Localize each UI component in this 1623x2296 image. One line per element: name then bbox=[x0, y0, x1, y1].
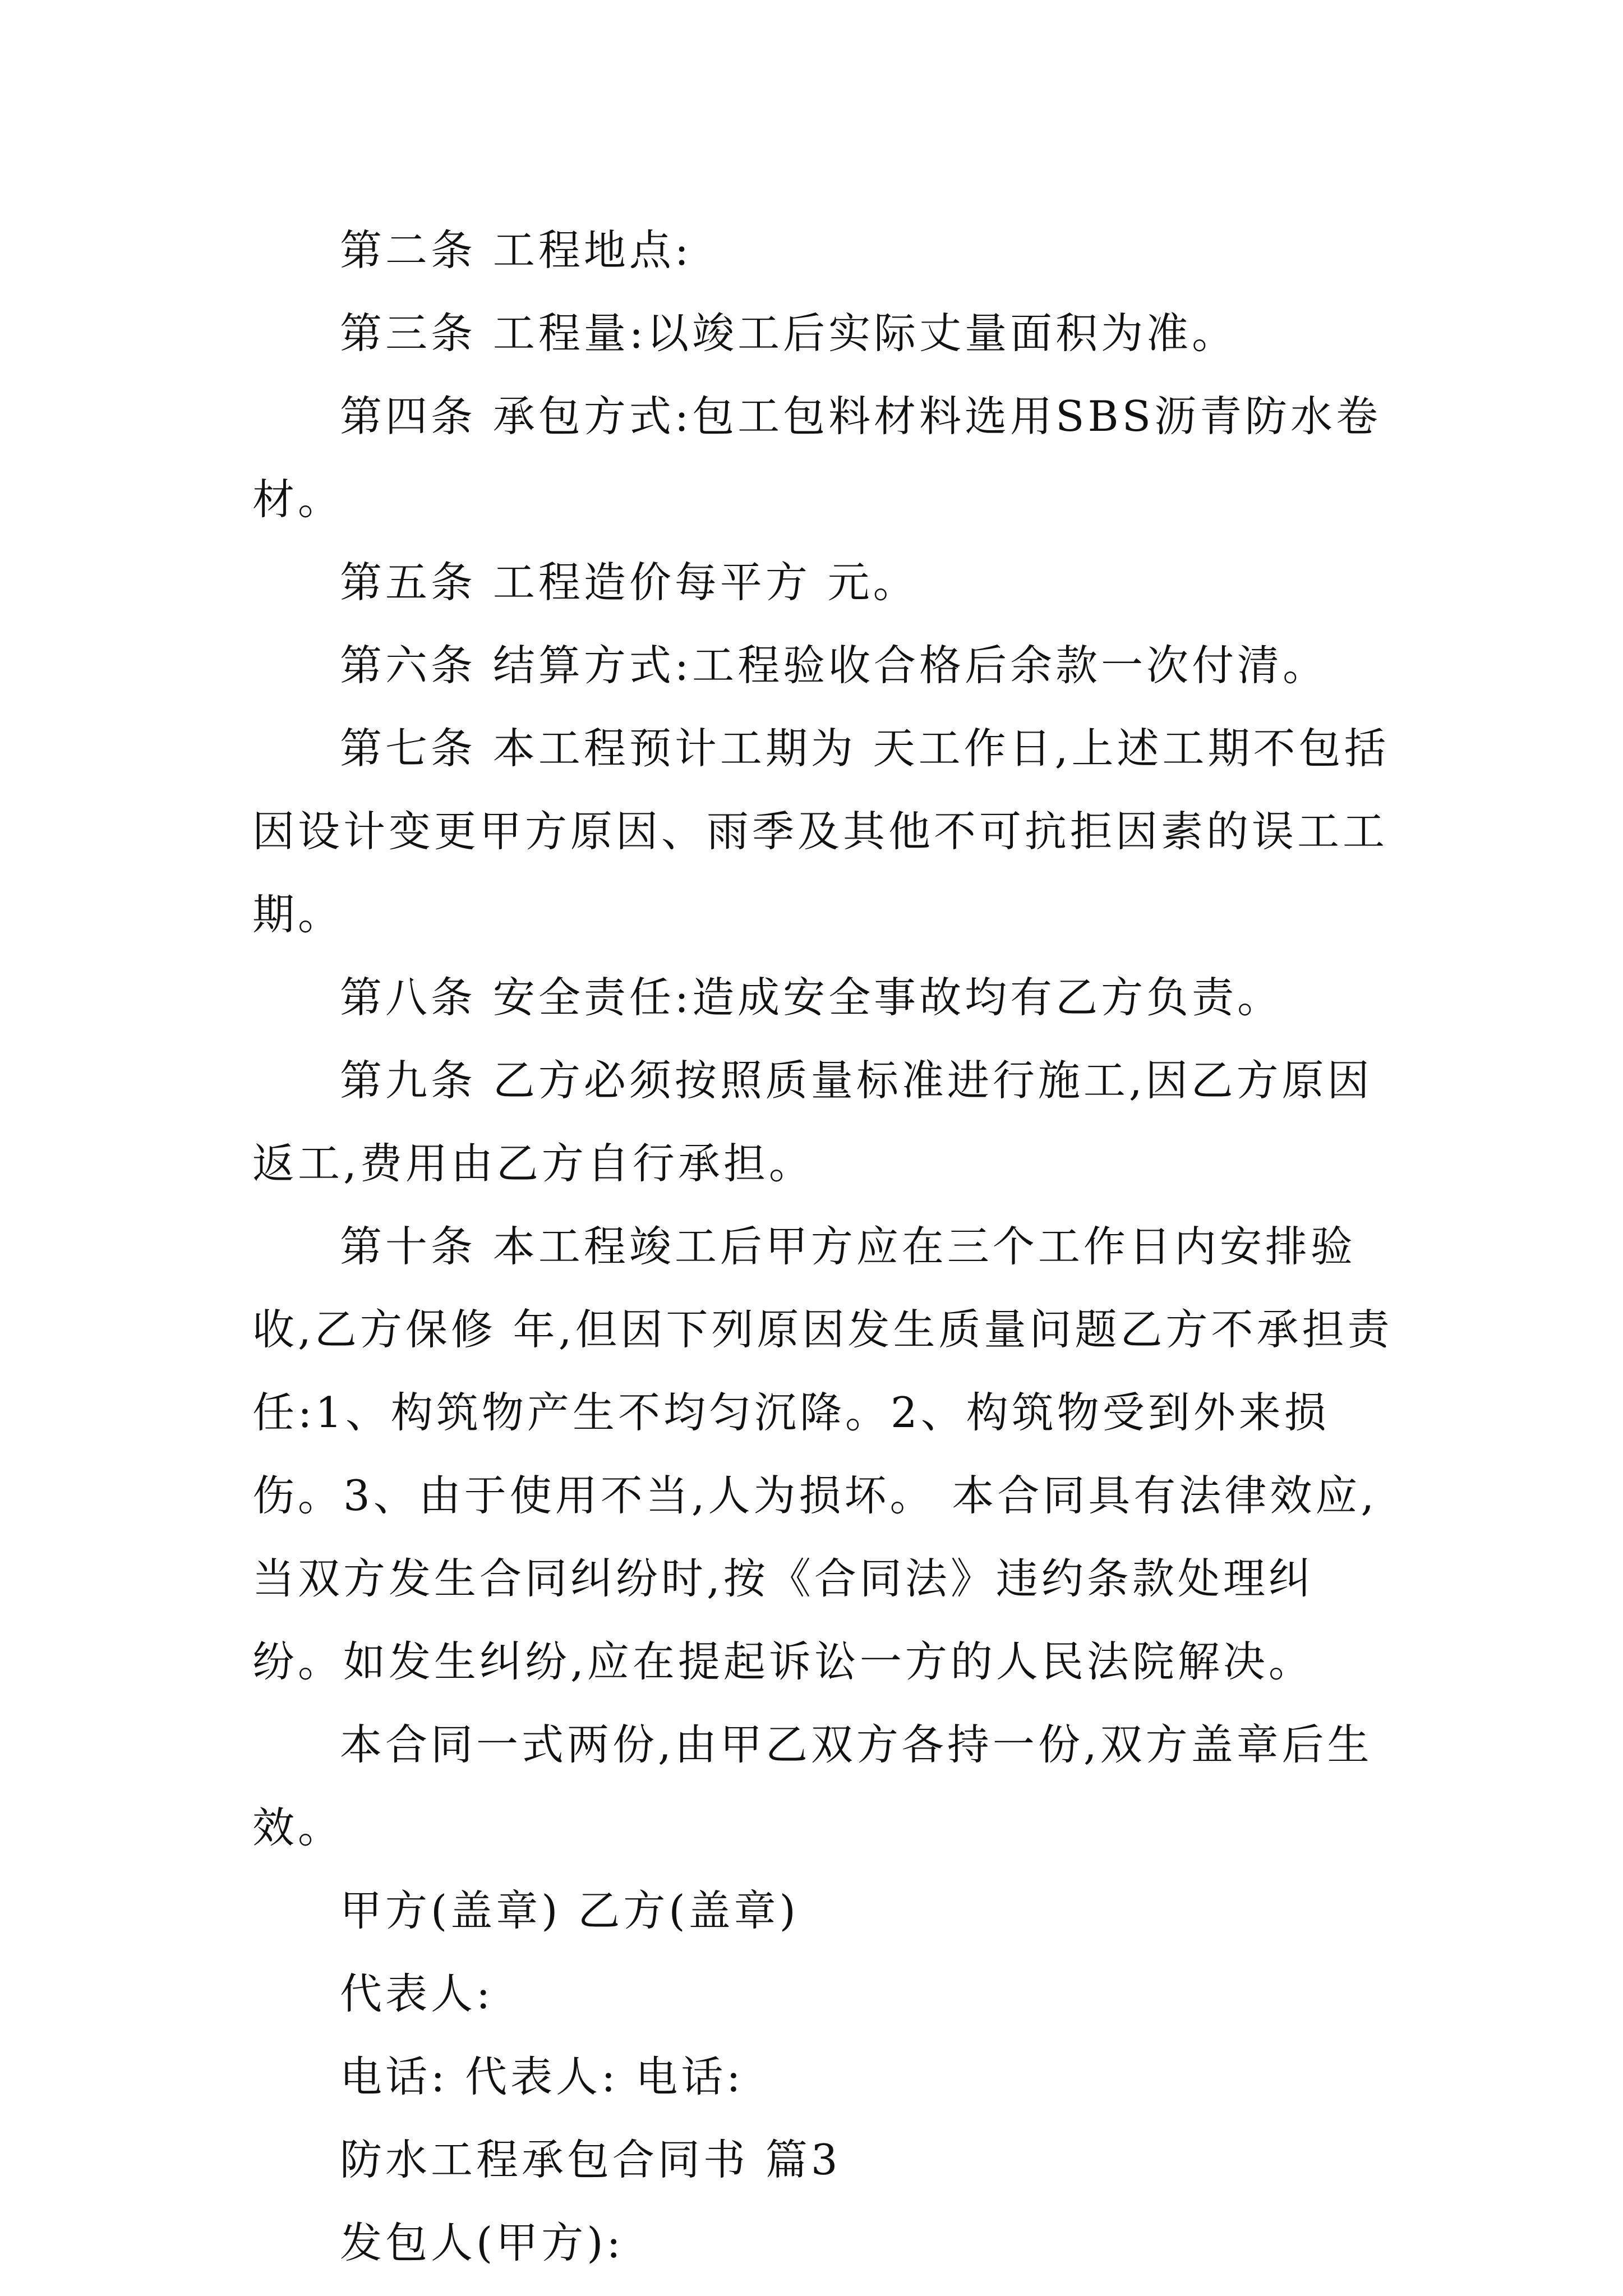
representative-line: 代表人: bbox=[340, 1969, 494, 2018]
article-9-quality: 第九条 乙方必须按照质量标准进行施工,因乙方原因返工,费用由乙方自行承担。 bbox=[252, 1056, 1373, 1188]
copies-clause: 本合同一式两份,由甲乙双方各持一份,双方盖章后生效。 bbox=[252, 1720, 1373, 1852]
article-2-location: 第二条 工程地点: bbox=[340, 226, 693, 275]
article-3-quantity: 第三条 工程量:以竣工后实际丈量面积为准。 bbox=[340, 309, 1238, 358]
article-4-contract-method: 第四条 承包方式:包工包料材料选用SBS沥青防水卷材。 bbox=[252, 392, 1381, 524]
article-7-schedule: 第七条 本工程预计工期为 天工作日,上述工期不包括因设计变更甲方原因、雨季及其他不可抗拒因素的误工工期。 bbox=[252, 724, 1390, 939]
article-8-safety: 第八条 安全责任:造成安全事故均有乙方负责。 bbox=[340, 973, 1283, 1022]
signature-parties: 甲方(盖章) 乙方(盖章) bbox=[340, 1886, 799, 1935]
phone-line: 电话: 代表人: 电话: bbox=[340, 2052, 744, 2101]
section-heading: 防水工程承包合同书 篇3 bbox=[340, 2135, 841, 2184]
employer-line: 发包人(甲方): bbox=[340, 2218, 624, 2267]
article-5-price: 第五条 工程造价每平方 元。 bbox=[340, 558, 919, 607]
document-body bbox=[252, 209, 1396, 2284]
article-10-warranty: 第十条 本工程竣工后甲方应在三个工作日内安排验收,乙方保修 年,但因下列原因发生质量问题乙方不承担责任:1、构筑物产生不均匀沉降。2、构筑物受到外来损伤。3、由于使用不当,人为损坏。 本合同具有法律效应,当双方发生合同纠纷时,按《合同法》违约条款处理纠纷。如发生纠纷,应在提起诉讼一方的人民法院解决。 bbox=[252, 1222, 1393, 1686]
article-6-settlement: 第六条 结算方式:工程验收合格后余款一次付清。 bbox=[340, 641, 1329, 690]
